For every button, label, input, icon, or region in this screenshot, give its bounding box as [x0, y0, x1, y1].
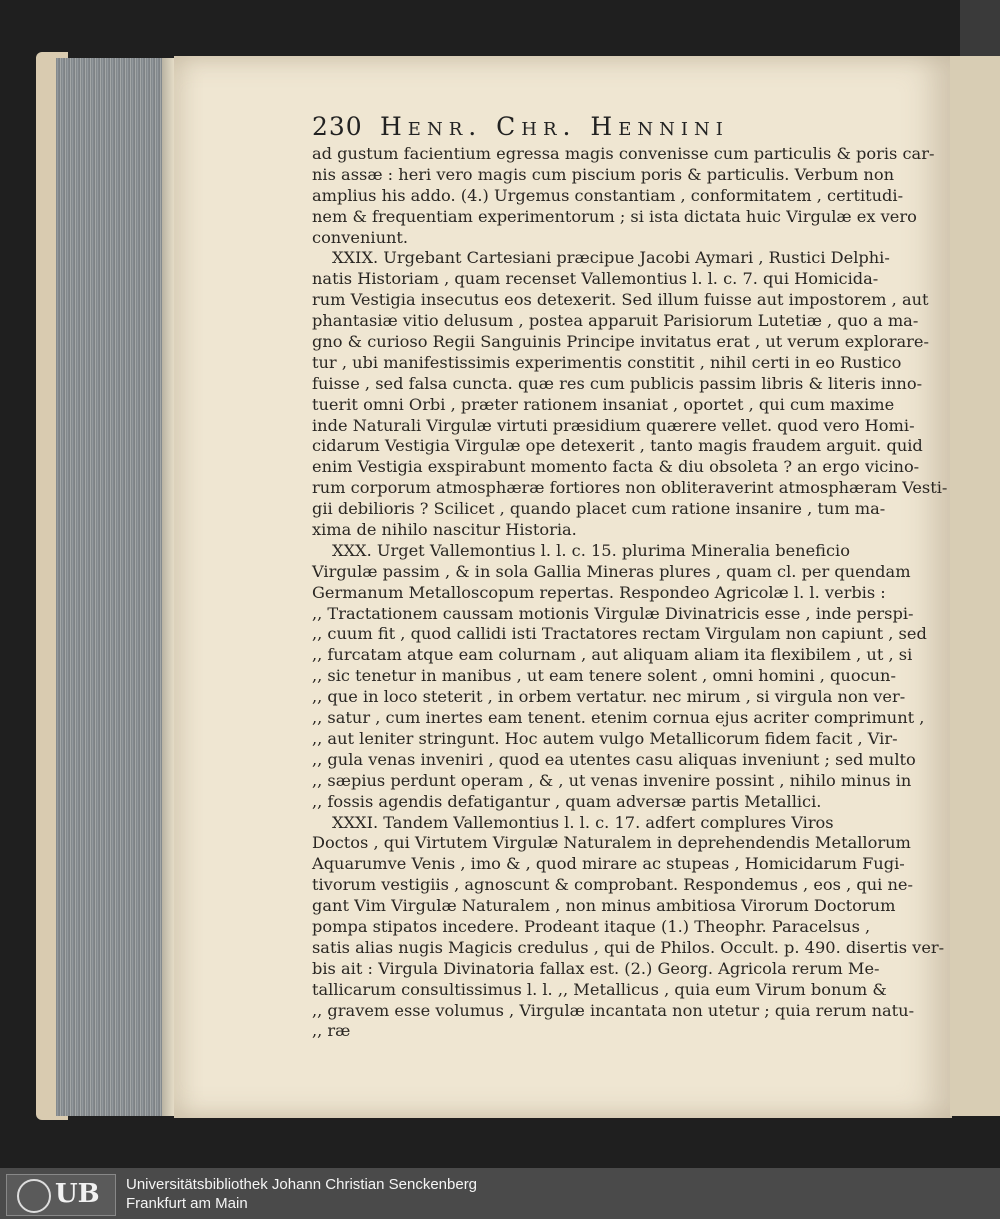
text-line: ad gustum facientium egressa magis convenisse cum particulis & poris car- — [312, 144, 935, 163]
ub-logo[interactable] — [6, 1174, 116, 1216]
text-line: ,, sæpius perdunt operam , & , ut venas invenire possint , nihilo minus in — [312, 770, 912, 790]
text-line: tuerit omni Orbi , præter rationem insaniat , oportet , qui cum maxime — [312, 394, 895, 414]
text-line: ,, fossis agendis defatigantur , quam adversæ partis Metallici. — [312, 791, 822, 811]
text-line: fuisse , sed falsa cuncta. quæ res cum publicis passim libris & literis inno- — [312, 373, 923, 393]
page-block-edges — [56, 58, 176, 1116]
text-line: ,, aut leniter stringunt. Hoc autem vulgo Metallicorum fidem facit , Vir- — [312, 728, 898, 748]
text-line: rum corporum atmosphæræ fortiores non obliteraverint atmosphæram Vesti- — [312, 478, 948, 498]
text-line: inde Naturali Virgulæ virtuti præsidium quærere vellet. quod vero Homi- — [312, 415, 915, 435]
text-line: ,, sic tenetur in manibus , ut eam tenere solent , omni homini , quocun- — [312, 666, 896, 686]
right-page-leaf — [950, 56, 1000, 1116]
text-line: bis ait : Virgula Divinatoria fallax est. (2.) Georg. Agricola rerum Me- — [312, 958, 880, 978]
text-line: phantasiæ vitio delusum , postea apparuit Parisiorum Lutetiæ , quo a ma- — [312, 311, 919, 331]
body-text — [312, 144, 948, 1042]
logo-text: UB — [55, 1179, 100, 1209]
text-line: ,, ræ — [312, 1021, 351, 1041]
text-line: pompa stipatos incedere. Prodeant itaque (1.) Theophr. Paracelsus , — [312, 916, 871, 936]
institution-name: Universitätsbibliothek Johann Christian Senckenberg — [126, 1176, 478, 1193]
text-line: ,, Tractationem caussam motionis Virgulæ Divinatricis esse , inde perspi- — [312, 603, 914, 623]
text-line: XXIX. Urgebant Cartesiani præcipue Jacobi Aymari , Rustici Delphi- — [332, 248, 890, 268]
right-leaf-top — [960, 0, 1000, 56]
text-line: XXX. Urget Vallemontius l. l. c. 15. plurima Mineralia beneficio — [332, 540, 850, 560]
text-line: Virgulæ passim , & in sola Gallia Mineras plures , quam cl. per quendam — [312, 561, 911, 581]
text-line: Aquarumve Venis , imo & , quod mirare ac stupeas , Homicidarum Fugi- — [312, 854, 905, 874]
text-line: ,, satur , cum inertes eam tenent. etenim cornua ejus acriter comprimunt , — [312, 708, 925, 728]
text-line: tur , ubi manifestissimis experimentis constitit , nihil certi in eo Rustico — [312, 352, 902, 372]
text-line: gno & curioso Regii Sanguinis Principe invitatus erat , ut verum explorare- — [312, 332, 929, 352]
text-line: tivorum vestigiis , agnoscunt & comprobant. Respondemus , eos , qui ne- — [312, 875, 913, 895]
text-line: XXXI. Tandem Vallemontius l. l. c. 17. adfert complures Viros — [332, 812, 834, 832]
institution-city: Frankfurt am Main — [126, 1195, 248, 1212]
library-footer — [0, 1168, 1000, 1219]
text-line: tallicarum consultissimus l. l. ,, Metallicus , quia eum Virum bonum & — [312, 979, 887, 999]
seal-icon — [17, 1179, 51, 1213]
text-line: gant Vim Virgulæ Naturalem , non minus ambitiosa Virorum Doctorum — [312, 896, 896, 916]
text-line: rum Vestigia insecutus eos detexerit. Sed illum fuisse aut impostorem , aut — [312, 290, 929, 310]
text-line: xima de nihilo nascitur Historia. — [312, 520, 577, 540]
text-line: Germanum Metalloscopum repertas. Respondeo Agricolæ l. l. verbis : — [312, 582, 886, 602]
text-line: ,, gravem esse volumus , Virgulæ incantata non utetur ; quia rerum natu- — [312, 1000, 915, 1020]
text-line: Doctos , qui Virtutem Virgulæ Naturalem in deprehendendis Metallorum — [312, 833, 911, 853]
text-line: ,, gula venas inveniri , quod ea utentes casu aliquas inveniunt ; sed multo — [312, 749, 916, 769]
text-line: ,, cuum fit , quod callidi isti Tractatores rectam Virgulam non capiunt , sed — [312, 624, 927, 644]
text-line: satis alias nugis Magicis credulus , qui de Philos. Occult. p. 490. disertis ver- — [312, 937, 945, 957]
running-header — [312, 112, 872, 142]
text-line: amplius his addo. (4.) Urgemus constantiam , conformitatem , certitudi- — [312, 185, 904, 205]
text-line: natis Historiam , quam recenset Vallemontius l. l. c. 7. qui Homicida- — [312, 269, 879, 289]
text-line: gii debilioris ? Scilicet , quando placet cum ratione insanire , tum ma- — [312, 499, 886, 519]
running-title: Henr. Chr. Hennini — [380, 112, 729, 141]
text-line: cidarum Vestigia Virgulæ ope detexerit , tanto magis fraudem arguit. quid — [312, 436, 923, 456]
text-line: conveniunt. — [312, 227, 409, 247]
page-number: 230 — [312, 112, 363, 141]
text-line: nem & frequentiam experimentorum ; si ista dictata huic Virgulæ ex vero — [312, 206, 917, 226]
text-line: ,, furcatam atque eam colurnam , aut aliquam aliam ita flexibilem , ut , si — [312, 645, 913, 665]
text-line: enim Vestigia exspirabunt momento facta & diu obsoleta ? an ergo vicino- — [312, 457, 920, 477]
text-line: ,, que in loco steterit , in orbem vertatur. nec mirum , si virgula non ver- — [312, 687, 906, 707]
text-line: nis assæ : heri vero magis cum piscium poris & particulis. Verbum non — [312, 164, 894, 184]
